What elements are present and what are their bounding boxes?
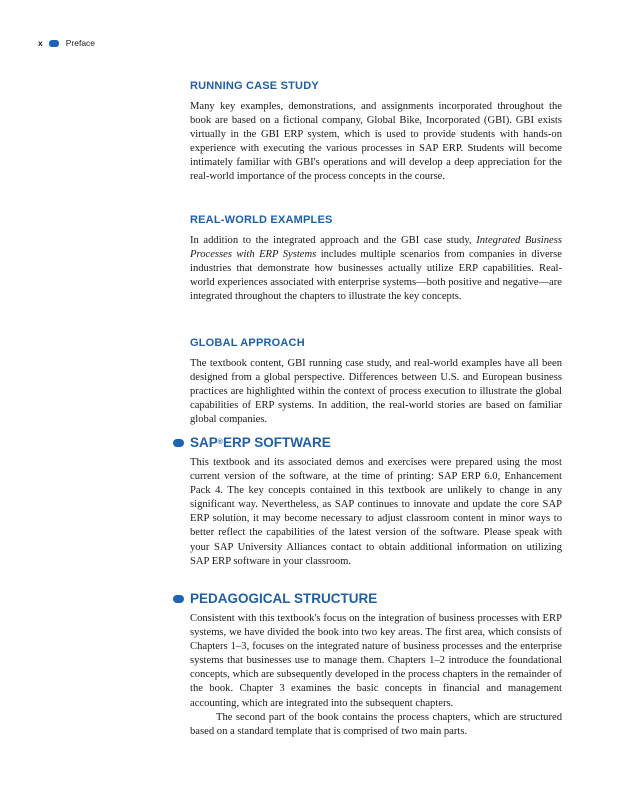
- pedagogical-heading-text: PEDAGOGICAL STRUCTURE: [190, 591, 378, 606]
- header-bullet-icon: [49, 40, 59, 47]
- section-pedagogical-structure: [190, 591, 562, 739]
- page-number: x: [38, 38, 43, 48]
- real-world-heading: REAL-WORLD EXAMPLES: [190, 214, 333, 226]
- global-heading: GLOBAL APPROACH: [190, 337, 305, 349]
- global-paragraph: The textbook content, GBI running case study, and real-world examples have all been designed from a global perspective. Differences between U.S. and European business practices are highlighted within the context of process execution to illustrate the global capabilities of ERP systems. In addition, the real-world stories are based on familiar global companies.: [190, 358, 562, 426]
- pedagogical-heading: [190, 591, 562, 606]
- pedagogical-paragraph-2: The second part of the book contains the process chapters, which are structured based on a standard template that is comprised of two main parts.: [190, 711, 562, 737]
- section-global-approach: [190, 337, 562, 427]
- running-case-heading: RUNNING CASE STUDY: [190, 80, 319, 92]
- section-bullet-icon: [173, 595, 184, 603]
- pedagogical-paragraph-1: Consistent with this textbook's focus on the integration of business processes with ERP systems, we have divided the book into two key areas. The first area, which consists of Chapters 1–3, focuses on the integrated nature of business processes and the enterprise systems that businesses use to manage them. Chapters 1–2 introduce the foundational concepts, which are subsequently developed in the process chapters in the remainder of the book. Chapter 3 examines the basic concepts in financial and management accounting, which are integrated into the subsequent chapters.: [190, 613, 562, 709]
- section-name: Preface: [65, 38, 96, 48]
- section-running-case-study: [190, 80, 562, 185]
- section-bullet-icon: [173, 439, 184, 447]
- section-real-world-examples: [190, 214, 562, 304]
- registered-mark: ®: [217, 439, 223, 446]
- section-sap-erp-software: [190, 435, 562, 569]
- running-case-paragraph: Many key examples, demonstrations, and assignments incorporated throughout the book are based on a fictional company, Global Bike, Incorporated (GBI). GBI exists virtually in the GBI ERP system, which is used to provide students with hands-on experience with executing the various processes in SAP ERP. Students will become intimately familiar with GBI's operations and will develop a deep appreciation for the real-world importance of the process concepts in the course.: [190, 101, 562, 183]
- real-world-text-after: includes multiple scenarios from companies in diverse industries that demonstrate how businesses actually utilize ERP capabilities. Real-world experiences associated with enterprise systems—both positive and negative—are integrated throughout the chapters to illustrate the key concepts.: [190, 249, 562, 303]
- real-world-text-before: In addition to the integrated approach and the GBI case study,: [190, 235, 477, 246]
- sap-heading-prefix: SAP: [190, 435, 218, 450]
- running-header: [38, 38, 95, 48]
- sap-paragraph: This textbook and its associated demos and exercises were prepared using the most current version of the software, at the time of printing: SAP ERP 6.0, Enhancement Pack 4. The key concepts contained in this textbook are unlikely to change in any significant way. Nevertheless, as SAP continues to innovate and update the core SAP ERP solution, it may become necessary to adjust classroom content in minor ways to better reflect the capabilities of the latest version of the software. Please speak with your SAP University Alliances contact to obtain additional information on utilizing SAP ERP software in your classroom.: [190, 457, 562, 567]
- sap-heading-suffix: ERP SOFTWARE: [222, 435, 331, 450]
- sap-heading: [190, 435, 562, 450]
- real-world-paragraph: [190, 234, 562, 304]
- book-title: Integrated Business Processes with ERP Systems: [190, 235, 562, 261]
